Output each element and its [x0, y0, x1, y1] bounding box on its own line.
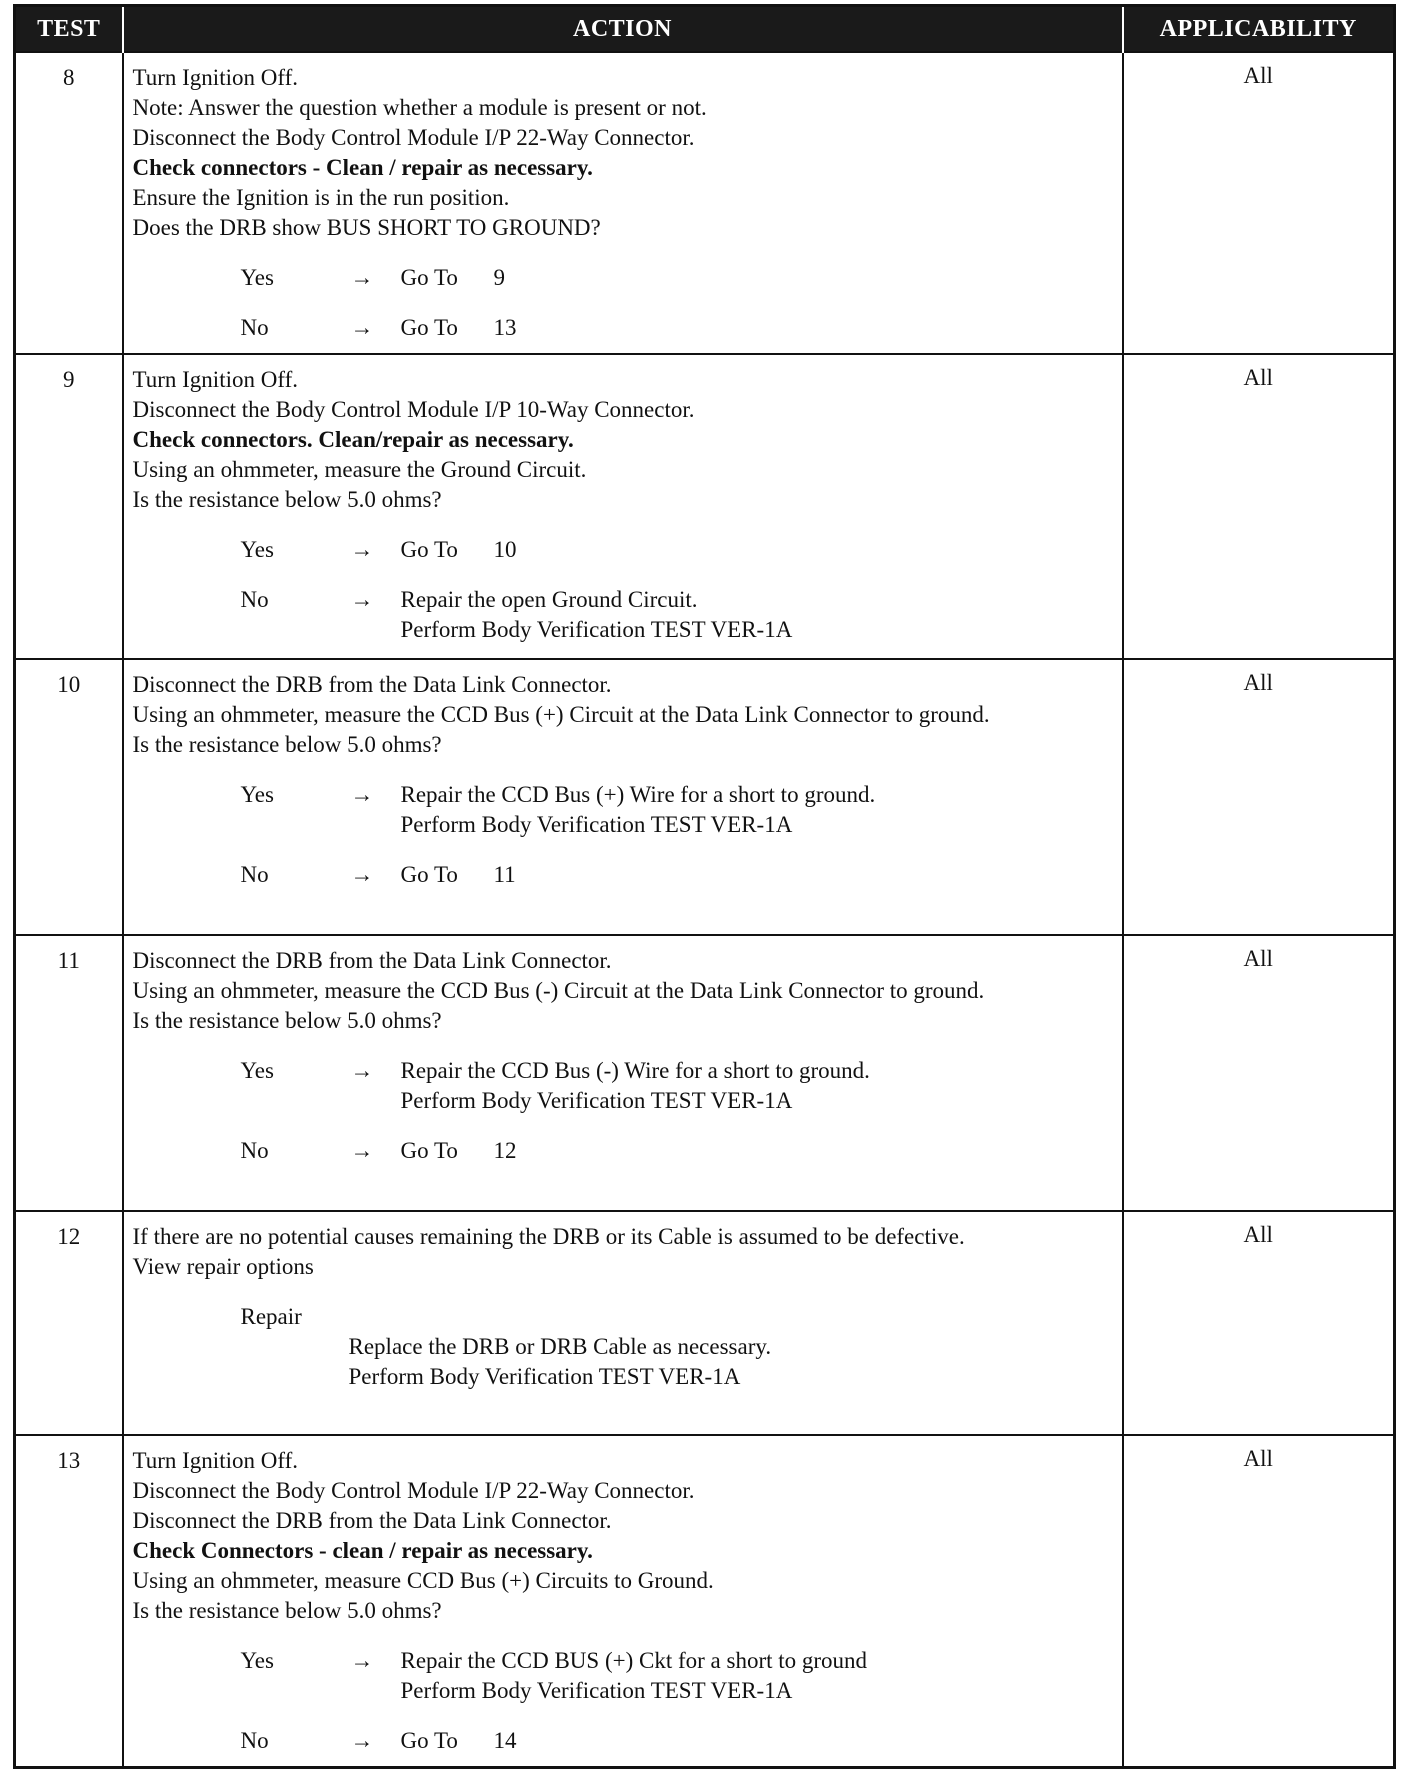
diagnostic-test-table	[13, 4, 1396, 1769]
goto-label: Go To	[400, 1138, 458, 1163]
yes-answer	[133, 1056, 1114, 1116]
header-test: TEST	[15, 6, 123, 53]
applicability-cell: All	[1123, 354, 1395, 659]
action-line: Ensure the Ignition is in the run position.	[132, 185, 510, 210]
applicability-cell: All	[1123, 935, 1395, 1211]
action-line: Turn Ignition Off.	[132, 367, 298, 392]
goto-target: 14	[493, 1728, 517, 1753]
action-line: Using an ohmmeter, measure the Ground Circuit.	[132, 457, 587, 482]
goto-label: Go To	[400, 862, 458, 887]
yes-label: Yes	[240, 265, 274, 290]
arrow-icon: →	[350, 315, 374, 340]
action-line: Check connectors. Clean/repair as necessary.	[132, 427, 574, 452]
action-line: Check Connectors - clean / repair as necessary.	[132, 1538, 593, 1563]
goto-label: Go To	[400, 1728, 458, 1753]
answer-line: Perform Body Verification TEST VER-1A	[400, 1088, 793, 1113]
table-header-row	[15, 6, 1395, 53]
applicability-cell: All	[1123, 1211, 1395, 1435]
table-row	[15, 354, 1395, 659]
action-cell	[123, 52, 1123, 354]
applicability-cell: All	[1123, 1435, 1395, 1768]
goto-target: 12	[493, 1138, 517, 1163]
action-line: Disconnect the DRB from the Data Link Connector.	[132, 948, 612, 973]
action-line: Disconnect the DRB from the Data Link Connector.	[132, 672, 612, 697]
answer-line: Repair the CCD Bus (+) Wire for a short to ground.	[400, 782, 876, 807]
action-line: Disconnect the Body Control Module I/P 22-Way Connector.	[132, 125, 695, 150]
arrow-icon: →	[350, 782, 374, 807]
action-line: Using an ohmmeter, measure the CCD Bus (+) Circuit at the Data Link Connector to ground.	[132, 702, 990, 727]
arrow-icon: →	[350, 1138, 374, 1163]
action-line: Disconnect the Body Control Module I/P 22-Way Connector.	[132, 1478, 695, 1503]
repair-line: Perform Body Verification TEST VER-1A	[348, 1364, 741, 1389]
action-line: Is the resistance below 5.0 ohms?	[132, 1008, 442, 1033]
no-label: No	[240, 862, 269, 887]
test-number: 11	[15, 935, 123, 1211]
goto-target: 11	[493, 862, 516, 887]
arrow-icon: →	[350, 1728, 374, 1753]
no-answer	[133, 1726, 1114, 1756]
applicability-cell: All	[1123, 659, 1395, 935]
test-number: 12	[15, 1211, 123, 1435]
action-cell	[123, 1211, 1123, 1435]
answer-group	[133, 780, 1114, 890]
header-applicability: APPLICABILITY	[1123, 6, 1395, 53]
arrow-icon: →	[350, 1648, 374, 1673]
no-label: No	[240, 1138, 269, 1163]
action-line: Is the resistance below 5.0 ohms?	[132, 732, 442, 757]
action-line: Is the resistance below 5.0 ohms?	[132, 487, 442, 512]
goto-label: Go To	[400, 537, 458, 562]
action-line: Turn Ignition Off.	[132, 65, 298, 90]
action-line: Using an ohmmeter, measure CCD Bus (+) Circuits to Ground.	[132, 1568, 714, 1593]
arrow-icon: →	[350, 587, 374, 612]
yes-answer	[133, 535, 1114, 565]
test-number: 9	[15, 354, 123, 659]
table-row	[15, 659, 1395, 935]
answer-line: Repair the CCD BUS (+) Ckt for a short to ground	[400, 1648, 868, 1673]
yes-answer	[133, 780, 1114, 840]
action-line: Is the resistance below 5.0 ohms?	[132, 1598, 442, 1623]
answer-group	[133, 535, 1114, 645]
goto-target: 13	[493, 315, 517, 340]
yes-label: Yes	[240, 537, 274, 562]
goto-target: 10	[493, 537, 517, 562]
yes-label: Yes	[240, 782, 274, 807]
arrow-icon: →	[350, 1058, 374, 1083]
header-action: ACTION	[123, 6, 1123, 53]
action-line: Using an ohmmeter, measure the CCD Bus (-) Circuit at the Data Link Connector to ground.	[132, 978, 985, 1003]
no-label: No	[240, 587, 269, 612]
answer-group	[133, 263, 1114, 343]
yes-answer	[133, 263, 1114, 293]
answer-line: Perform Body Verification TEST VER-1A	[400, 1678, 793, 1703]
action-line: Disconnect the Body Control Module I/P 10-Way Connector.	[132, 397, 695, 422]
action-line: Note: Answer the question whether a module is present or not.	[132, 95, 707, 120]
answer-line: Repair the CCD Bus (-) Wire for a short to ground.	[400, 1058, 870, 1083]
answer-line: Perform Body Verification TEST VER-1A	[400, 617, 793, 642]
action-line: Does the DRB show BUS SHORT TO GROUND?	[132, 215, 601, 240]
action-line: If there are no potential causes remaining the DRB or its Cable is assumed to be defective.	[132, 1224, 965, 1249]
answer-line: Perform Body Verification TEST VER-1A	[400, 812, 793, 837]
test-number: 10	[15, 659, 123, 935]
goto-label: Go To	[400, 315, 458, 340]
test-number: 8	[15, 52, 123, 354]
table-row	[15, 52, 1395, 354]
repair-block	[133, 1302, 1114, 1392]
no-answer	[133, 860, 1114, 890]
applicability-cell: All	[1123, 52, 1395, 354]
goto-target: 9	[493, 265, 505, 290]
yes-label: Yes	[240, 1058, 274, 1083]
yes-label: Yes	[240, 1648, 274, 1673]
table-row	[15, 935, 1395, 1211]
action-line: Turn Ignition Off.	[132, 1448, 298, 1473]
action-line: View repair options	[132, 1254, 314, 1279]
arrow-icon: →	[350, 537, 374, 562]
yes-answer	[133, 1646, 1114, 1706]
answer-group	[133, 1646, 1114, 1756]
no-answer	[133, 313, 1114, 343]
arrow-icon: →	[350, 265, 374, 290]
no-label: No	[240, 1728, 269, 1753]
action-line: Disconnect the DRB from the Data Link Connector.	[132, 1508, 612, 1533]
answer-group	[133, 1056, 1114, 1166]
no-label: No	[240, 315, 269, 340]
action-cell	[123, 354, 1123, 659]
arrow-icon: →	[350, 862, 374, 887]
table-row	[15, 1435, 1395, 1768]
answer-line: Repair the open Ground Circuit.	[400, 587, 698, 612]
table-row	[15, 1211, 1395, 1435]
test-number: 13	[15, 1435, 123, 1768]
repair-line: Replace the DRB or DRB Cable as necessary.	[348, 1334, 772, 1359]
repair-label: Repair	[240, 1304, 302, 1329]
action-cell	[123, 935, 1123, 1211]
no-answer	[133, 1136, 1114, 1166]
goto-label: Go To	[400, 265, 458, 290]
no-answer	[133, 585, 1114, 645]
action-cell	[123, 1435, 1123, 1768]
action-cell	[123, 659, 1123, 935]
action-line: Check connectors - Clean / repair as necessary.	[132, 155, 593, 180]
